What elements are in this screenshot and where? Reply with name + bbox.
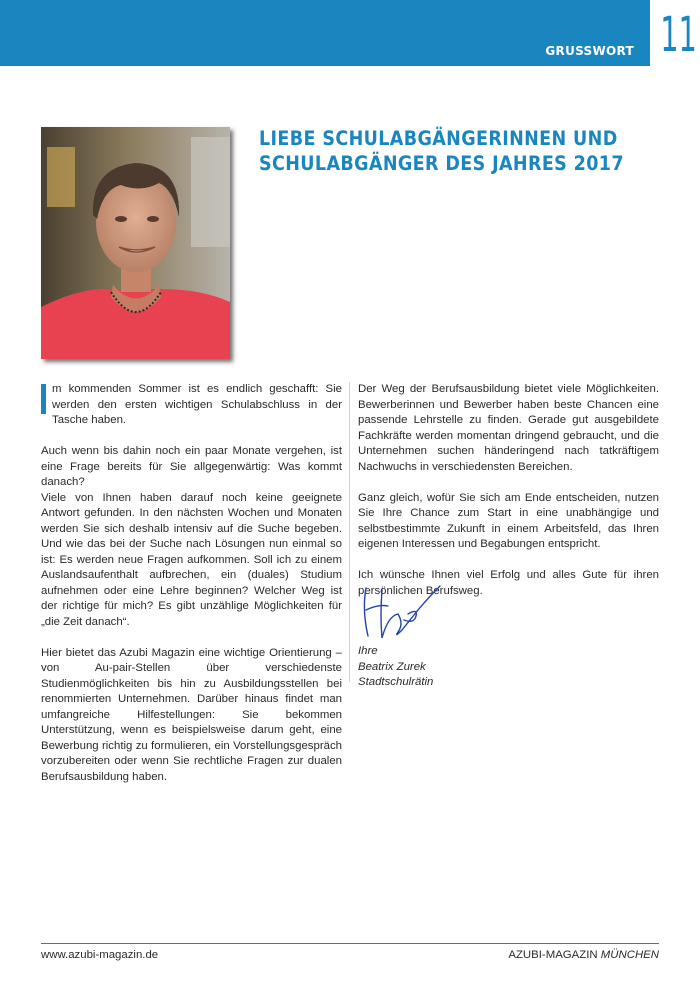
paragraph: Viele von Ihnen haben darauf noch keine geeignete Antwort gefunden. In den nächsten Wochen und Monaten werden Sie sich deshalb intensiv auf die Suche begeben. Und wie das bei der Suche nach Lösungen nun einmal so ist: Es werden neue Fragen aufkommen. Soll ich zu einem Auslandsaufenthalt aufbrechen, ein (duales) Studium aufnehmen oder eine Lehre beginnen? Welcher Weg ist der richtige für mich? Es gibt unzählige Möglichkeiten für „die Zeit danach“. (41, 491, 342, 628)
page-number-box (649, 0, 700, 66)
paragraph: Der Weg der Berufsausbildung bietet viele Möglichkeiten. Bewerberinnen und Bewerber haben beste Chancen eine passende Lehrstelle zu finden. Gerade gut ausgebildete Fachkräfte werden momentan dringend gebraucht, und die Unternehmen suchen händeringend nach tatkräftigem Nachwuchs in verschiedensten Bereichen. (358, 383, 659, 473)
signature-block (358, 644, 433, 691)
signature-closing: Ihre (358, 645, 378, 657)
footer-magazine (508, 949, 659, 961)
signature-name: Beatrix Zurek (358, 660, 426, 673)
paragraph: Ich wünsche Ihnen viel Erfolg und alles Gute für ihren persönlichen Berufsweg. (358, 569, 659, 597)
portrait-photo-icon (41, 127, 230, 359)
footer-magazine-name: AZUBI-MAGAZIN (508, 949, 598, 961)
dropcap-bar (41, 384, 46, 414)
footer-url: www.azubi-magazin.de (41, 949, 159, 961)
page-number: 11 (660, 7, 697, 63)
left-column (41, 382, 342, 801)
paragraph: Ganz gleich, wofür Sie sich am Ende entscheiden, nutzen Sie Ihre Chance zum Start in eine unabhängige und selbstbestimmte Zukunft in einem Arbeitsfeld, das Ihren eigenen Interessen und Begabungen entspricht. (358, 491, 659, 550)
page-title: LIEBE SCHULABGÄNGERINNEN UND SCHULABGÄNGER DES JAHRES 2017 (259, 127, 624, 175)
paragraph: Hier bietet das Azubi Magazin eine wichtige Orientierung – von Au-pair-Stellen über verschiedenste Studienmöglichkeiten bis hin zu Ausbildungsstellen bei renommierten Unternehmen. Darüber hinaus findet man umfangreiche Hilfestellungen: Sie bekommen Unterstützung, wenn es beispielsweise darum geht, eine Bewerbung richtig zu formulieren, ein Vorstellungsgespräch vorzubereiten oder wenn Sie rechtliche Fragen zur dualen Berufsausbildung haben. (41, 646, 342, 783)
intro-paragraph: m kommenden Sommer ist es endlich geschafft: Sie werden den ersten wichtigen Schulabschluss in der Tasche haben. (52, 383, 342, 426)
signature-icon (358, 580, 448, 642)
header-rule (0, 64, 700, 66)
footer-rule (41, 943, 659, 944)
section-label: GRUSSWORT (545, 44, 634, 58)
column-divider (349, 382, 350, 682)
portrait-photo (41, 127, 230, 359)
paragraph: Auch wenn bis dahin noch ein paar Monate vergehen, ist eine Frage bereits für Sie allgegenwärtig: Was kommt danach? (41, 445, 342, 488)
footer-city: MÜNCHEN (600, 949, 659, 961)
signature-role: Stadtschulrätin (358, 676, 434, 688)
